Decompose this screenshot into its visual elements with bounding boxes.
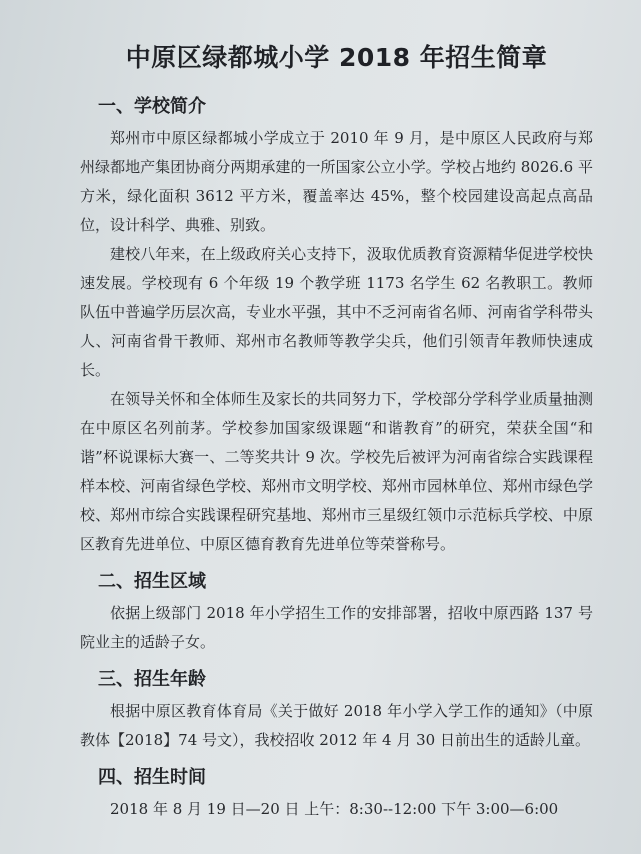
section-heading: 二、招生区域 [98,571,206,592]
section-heading: 四、招生时间 [98,767,206,788]
section-heading: 一、学校简介 [98,96,206,117]
section-enrollment-area [80,567,593,657]
document-title: 中原区绿都城小学 2018 年招生简章 [125,43,548,72]
paragraph: 郑州市中原区绿都城小学成立于 2010 年 9 月，是中原区人民政府与郑州绿都地产集团协商分两期承建的一所国家公立小学。学校占地约 8026.6 平方米，绿化面积 3612 平方米，覆盖率达 45%，整个校园建设高起点高品位，设计科学、典雅、别致。 [80,129,593,234]
paragraph: 2018 年 8 月 19 日—20 日 上午：8:30--12:00 下午 3:00—6:00 [110,800,559,818]
paragraph: 依据上级部门 2018 年小学招生工作的安排部署，招收中原西路 137 号院业主的适龄子女。 [80,604,593,651]
section-school-intro [80,92,593,559]
paragraph: 建校八年来，在上级政府关心支持下，汲取优质教育资源精华促进学校快速发展。学校现有 6 个年级 19 个教学班 1173 名学生 62 名教职工。教师队伍中普遍学历层次高，专业水平强，其中不乏河南省名师、河南省学科带头人、河南省骨干教师、郑州市名教师等教学尖兵，他们引领青年教师快速成长。 [80,245,593,379]
paragraph: 在领导关怀和全体师生及家长的共同努力下，学校部分学科学业质量抽测在中原区名列前茅。学校参加国家级课题“和谐教育”的研究，荣获全国“和谐”杯说课标大赛一、二等奖共计 9 次。学校先后被评为河南省综合实践课程样本校、河南省绿色学校、郑州市文明学校、郑州市园林单位、郑州市绿色学校、郑州市综合实践课程研究基地、郑州市三星级红领巾示范标兵学校、中原区教育先进单位、中原区德育教育先进单位等荣誉称号。 [80,390,593,553]
paragraph: 根据中原区教育体育局《关于做好 2018 年小学入学工作的通知》（中原教体【2018】74 号文），我校招收 2012 年 4 月 30 日前出生的适龄儿童。 [80,702,593,749]
section-enrollment-age [80,665,593,755]
section-heading: 三、招生年龄 [98,669,206,690]
section-enrollment-time [80,763,593,824]
